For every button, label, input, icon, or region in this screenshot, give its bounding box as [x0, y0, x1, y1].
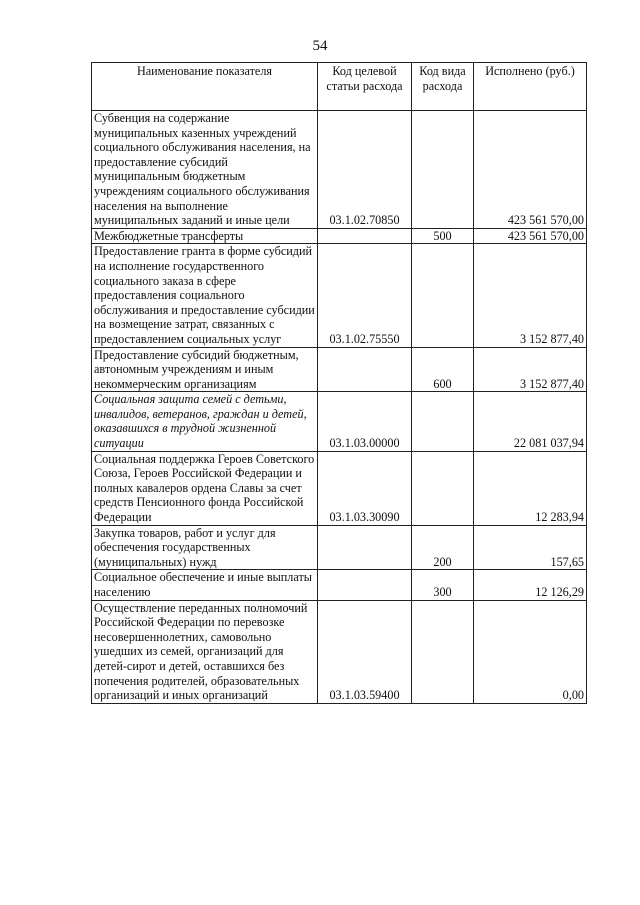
target-code-cell: 03.1.03.30090 — [318, 451, 412, 525]
executed-amount-cell: 0,00 — [474, 600, 587, 703]
indicator-name-cell: Субвенция на содержание муниципальных казенных учреждений социального обслуживания населения, на предоставление субсидий муниципальным бюджетным учреждениям социального обслуживания населения на выполнение муниципальных заданий и иные цели — [92, 111, 318, 229]
table-header-row — [92, 63, 587, 111]
executed-amount-cell: 12 126,29 — [474, 570, 587, 600]
target-code-cell — [318, 570, 412, 600]
indicator-name-cell: Социальное обеспечение и иные выплаты населению — [92, 570, 318, 600]
table-row — [92, 525, 587, 570]
expenditure-table — [91, 62, 587, 704]
executed-amount-cell: 423 561 570,00 — [474, 111, 587, 229]
type-code-cell — [412, 392, 474, 451]
target-code-cell: 03.1.03.59400 — [318, 600, 412, 703]
executed-amount-cell: 22 081 037,94 — [474, 392, 587, 451]
indicator-name-cell: Предоставление гранта в форме субсидий на исполнение государственного социального заказа в сфере предоставления социального обслуживания и предоставление субсидии на возмещение затрат, связанных с предоставлением социальных услуг — [92, 244, 318, 347]
table-row — [92, 392, 587, 451]
target-code-cell — [318, 228, 412, 244]
type-code-cell: 300 — [412, 570, 474, 600]
executed-amount-cell: 3 152 877,40 — [474, 347, 587, 392]
target-code-cell — [318, 347, 412, 392]
table-row — [92, 228, 587, 244]
indicator-name-cell: Предоставление субсидий бюджетным, автономным учреждениям и иным некоммерческим организациям — [92, 347, 318, 392]
type-code-cell: 500 — [412, 228, 474, 244]
executed-amount-cell: 3 152 877,40 — [474, 244, 587, 347]
type-code-cell: 600 — [412, 347, 474, 392]
type-code-cell: 200 — [412, 525, 474, 570]
table-body — [92, 111, 587, 704]
header-indicator-name: Наименование показателя — [92, 63, 318, 111]
type-code-cell — [412, 244, 474, 347]
table-row — [92, 600, 587, 703]
header-type-code: Код вида расхода — [412, 63, 474, 111]
table-row — [92, 570, 587, 600]
target-code-cell: 03.1.02.75550 — [318, 244, 412, 347]
table-row — [92, 111, 587, 229]
page-number: 54 — [312, 38, 328, 54]
executed-amount-cell: 423 561 570,00 — [474, 228, 587, 244]
indicator-name-cell: Социальная поддержка Героев Советского Союза, Героев Российской Федерации и полных кавалеров ордена Славы за счет средств Пенсионного фонда Российской Федерации — [92, 451, 318, 525]
indicator-name-cell: Осуществление переданных полномочий Российской Федерации по перевозке несовершеннолетних, самовольно ушедших из семей, организаций для детей-сирот и детей, оставшихся без попечения родителей, образовательных организаций и иных организаций — [92, 600, 318, 703]
type-code-cell — [412, 451, 474, 525]
target-code-cell: 03.1.02.70850 — [318, 111, 412, 229]
header-target-code: Код целевой статьи расхода — [318, 63, 412, 111]
table-row — [92, 451, 587, 525]
indicator-name-cell: Закупка товаров, работ и услуг для обеспечения государственных (муниципальных) нужд — [92, 525, 318, 570]
table-row — [92, 244, 587, 347]
indicator-name-cell: Межбюджетные трансферты — [92, 228, 318, 244]
target-code-cell: 03.1.03.00000 — [318, 392, 412, 451]
executed-amount-cell: 157,65 — [474, 525, 587, 570]
executed-amount-cell: 12 283,94 — [474, 451, 587, 525]
type-code-cell — [412, 111, 474, 229]
table-row — [92, 347, 587, 392]
header-executed: Исполнено (руб.) — [474, 63, 587, 111]
indicator-name-cell: Социальная защита семей с детьми, инвалидов, ветеранов, граждан и детей, оказавшихся в трудной жизненной ситуации — [92, 392, 318, 451]
target-code-cell — [318, 525, 412, 570]
type-code-cell — [412, 600, 474, 703]
